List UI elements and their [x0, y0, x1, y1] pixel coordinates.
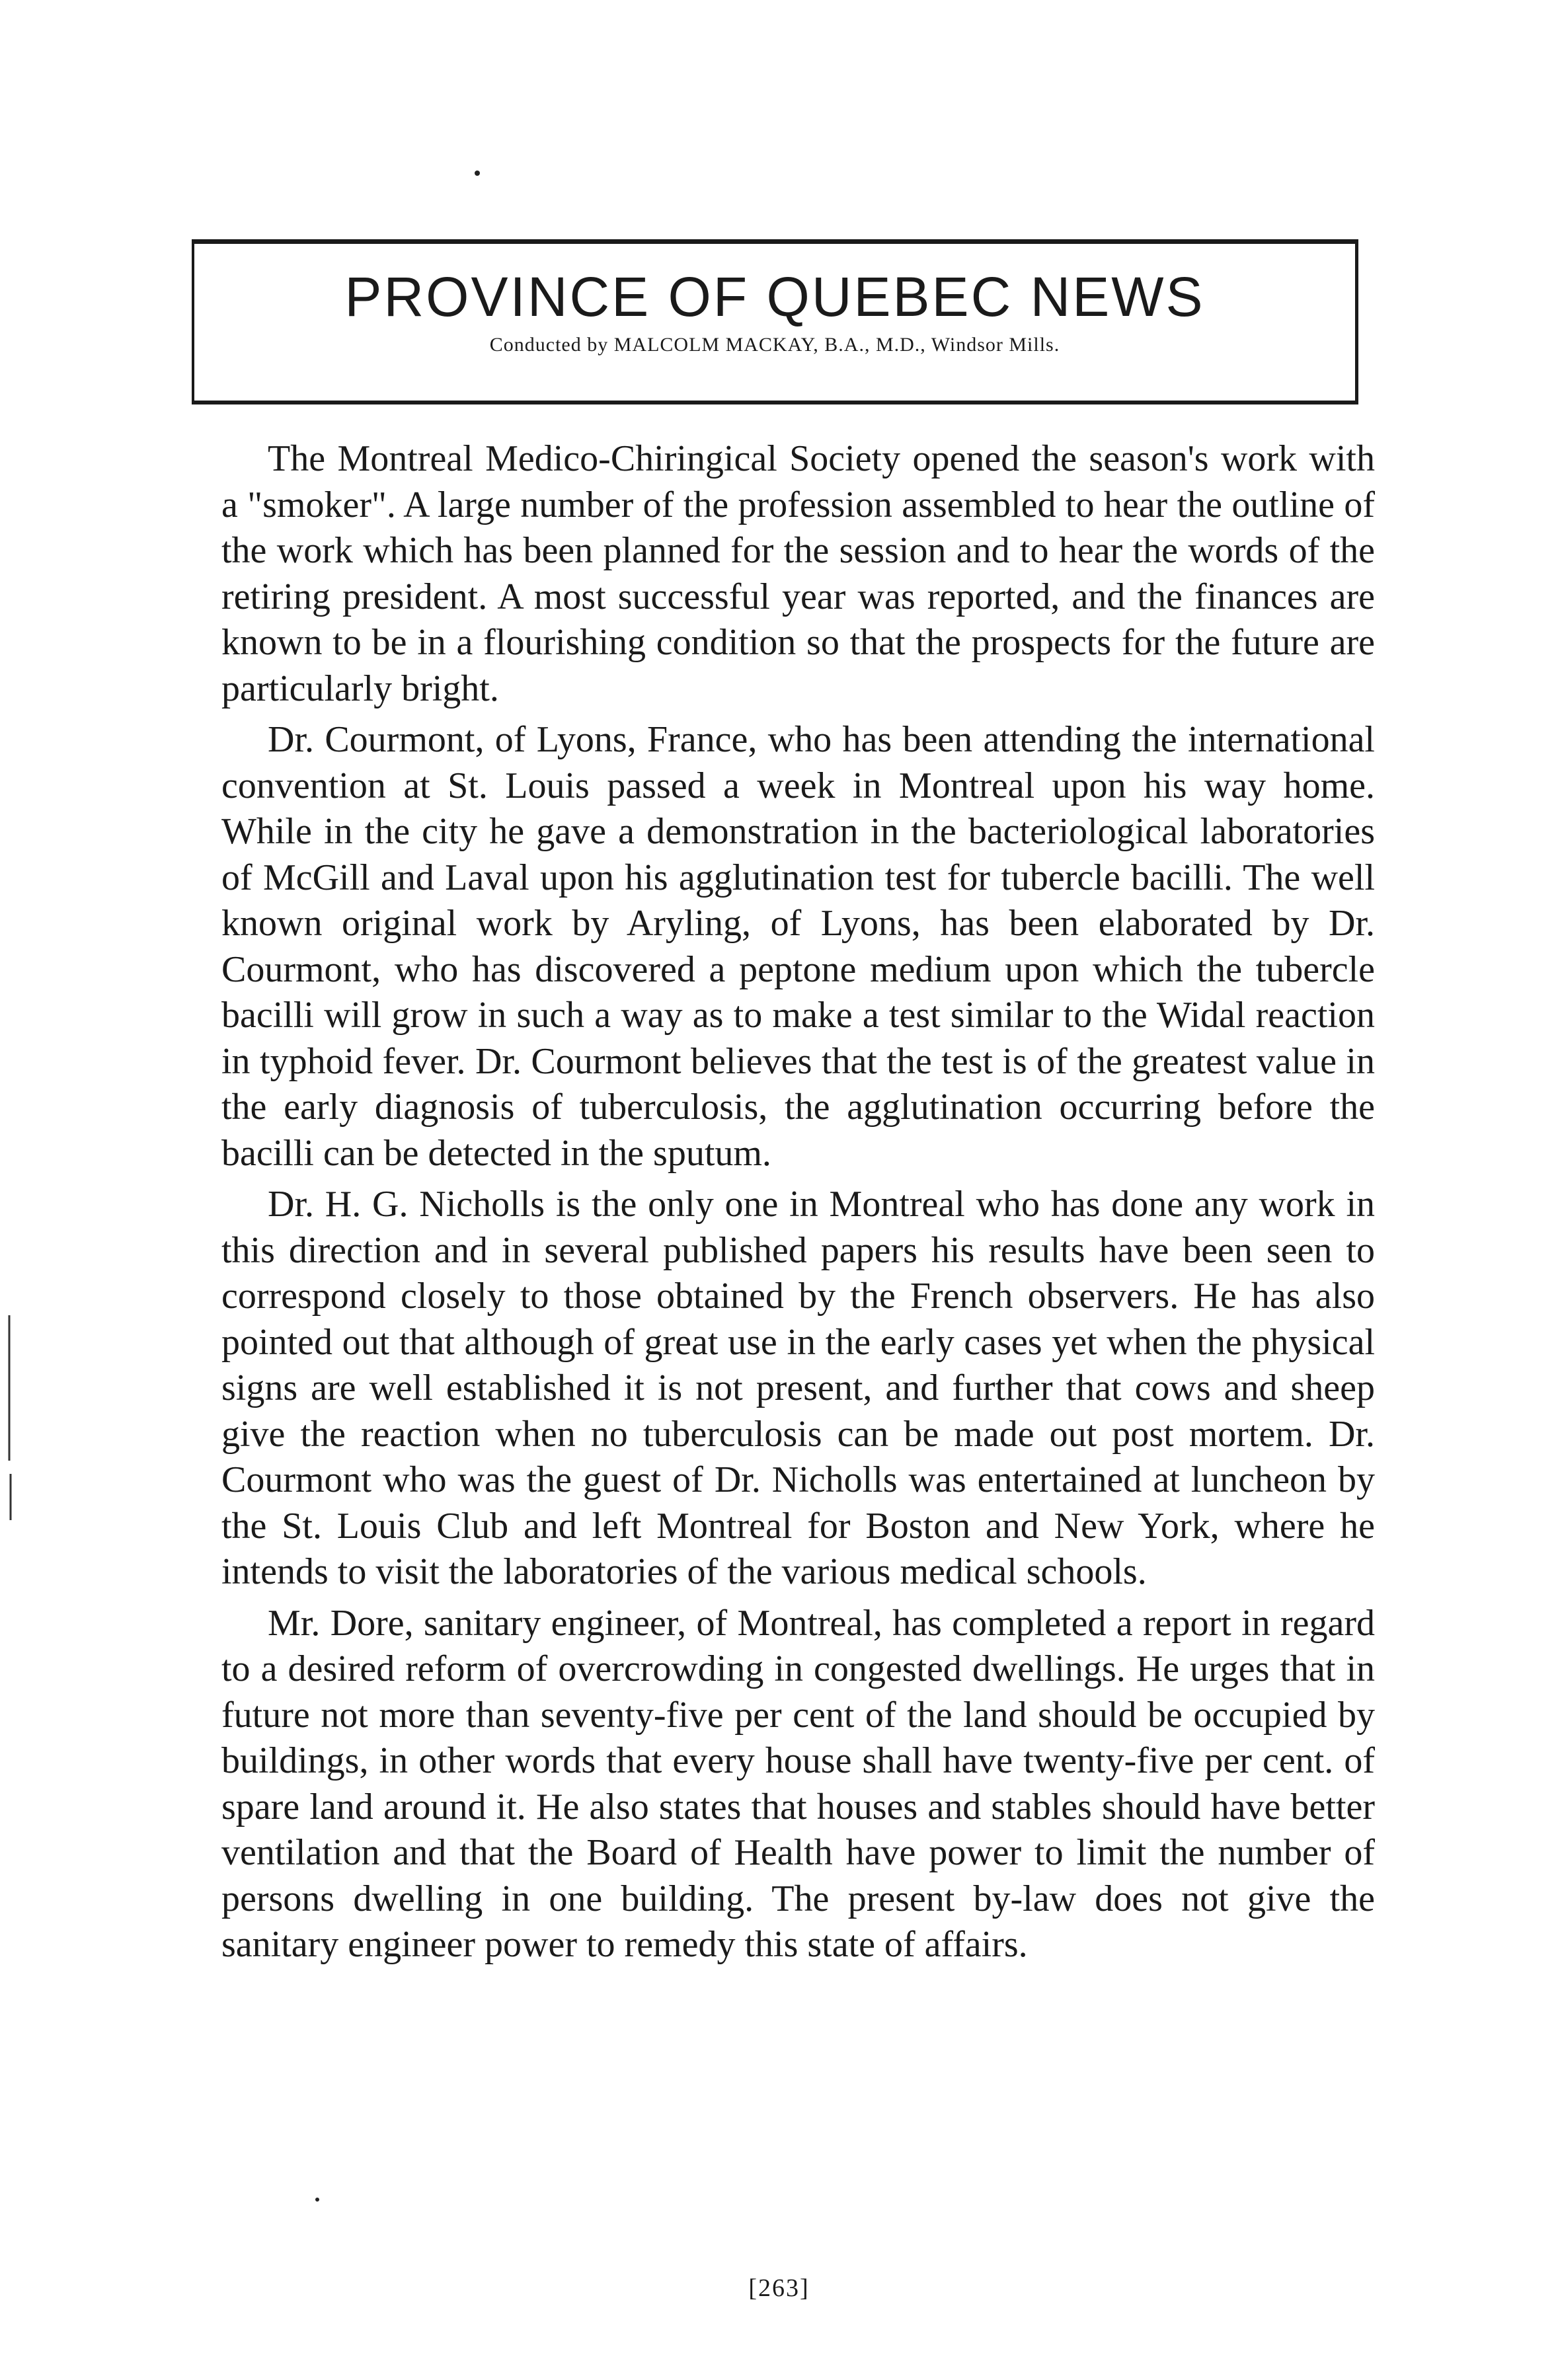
section-title: PROVINCE OF QUEBEC NEWS — [344, 266, 1205, 328]
section-header-box — [192, 239, 1358, 404]
article-body — [221, 436, 1375, 1974]
page-number: [263] — [748, 2274, 810, 2302]
article-paragraph: Mr. Dore, sanitary engineer, of Montreal, has completed a report in regard to a desired reform of overcrowding in congested dwellings. He urges that in future not more than seventy-five per cent of the land should be occupied by buildings, in other words that every house shall have twenty-five per cent. of spare land around it. He also states that houses and stables should have better ventilation and that the Board of Health have power to limit the number of persons dwelling in one building. The present by-law does not give the sanitary engineer power to remedy this state of affairs. — [221, 1602, 1375, 1965]
scan-speck — [315, 2198, 319, 2202]
article-paragraph: The Montreal Medico-Chiringical Society opened the season's work with a "smoker". A large number of the profession assembled to hear the outline of the work which has been planned for the session and to hear the words of the retiring president. A most successful year was reported, and the finances are known to be in a flourishing condition so that the prospects for the future are particularly bright. — [221, 438, 1375, 709]
section-byline: Conducted by MALCOLM MACKAY, B.A., M.D., Windsor Mills. — [489, 334, 1060, 356]
article-paragraph: Dr. Courmont, of Lyons, France, who has been attending the international convention at St. Louis passed a week in Montreal upon his way home. While in the city he gave a demonstration in the bacteriological laboratories of McGill and Laval upon his agglutination test for tubercle bacilli. The well known original work by Aryling, of Lyons, has been elaborated by Dr. Courmont, who has discovered a peptone medium upon which the tubercle bacilli will grow in such a way as to make a test similar to the Widal reaction in typhoid fever. Dr. Courmont believes that the test is of the greatest value in the early diagnosis of tuberculosis, the agglutination occurring before the bacilli can be detected in the sputum. — [221, 719, 1375, 1174]
article-paragraph: Dr. H. G. Nicholls is the only one in Montreal who has done any work in this direction and in several published papers his results have been seen to correspond closely to those obtained by the French observers. He has also pointed out that although of great use in the early cases yet when the physical signs are well established it is not present, and further that cows and sheep give the reaction when no tuberculosis can be made out post mortem. Dr. Courmont who was the guest of Dr. Nicholls was entertained at luncheon by the St. Louis Club and left Montreal for Boston and New York, where he intends to visit the laboratories of the various medical schools. — [221, 1184, 1375, 1592]
scan-speck — [475, 171, 480, 176]
